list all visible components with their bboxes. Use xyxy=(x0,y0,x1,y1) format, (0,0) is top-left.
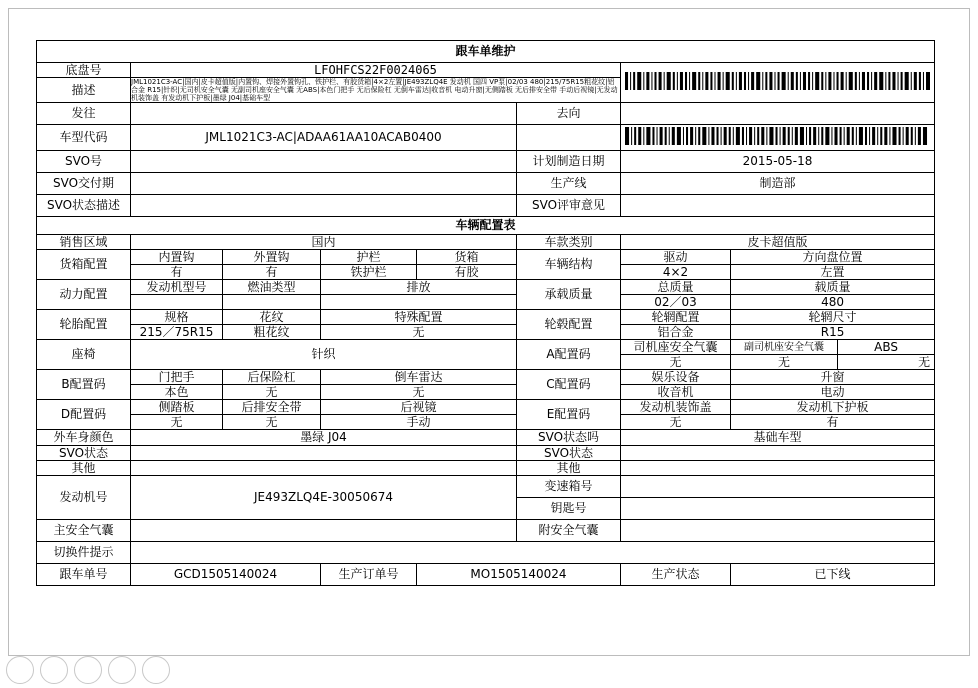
svo-status-b-label: SVO状态 xyxy=(517,446,621,461)
nav-last-button[interactable] xyxy=(142,656,170,684)
cargo-label: 货箱配置 xyxy=(37,250,131,280)
e-code-h1: 发动机装饰盖 xyxy=(621,400,731,415)
power-h2: 燃油类型 xyxy=(223,280,321,295)
c-code-v1: 收音机 xyxy=(621,385,731,400)
c-code-h1: 娱乐设备 xyxy=(621,370,731,385)
body-color-value: 墨绿 J04 xyxy=(131,430,517,446)
production-line-label: 生产线 xyxy=(517,173,621,195)
d-code-v1: 无 xyxy=(131,415,223,430)
structure-v2: 左置 xyxy=(731,265,935,280)
hub-v2: R15 xyxy=(731,325,935,340)
hub-label: 轮毂配置 xyxy=(517,310,621,340)
hub-h2: 轮辋尺寸 xyxy=(731,310,935,325)
cargo-h2: 外置钩 xyxy=(223,250,321,265)
svo-review-label: SVO评审意见 xyxy=(517,195,621,217)
model-code-label: 车型代码 xyxy=(37,125,131,151)
a-code-h1: 司机座安全气囊 xyxy=(621,340,731,355)
model-code-barcode xyxy=(621,125,935,151)
sales-region-value: 国内 xyxy=(131,235,517,250)
tire-v3: 无 xyxy=(321,325,517,340)
prod-status-label: 生产状态 xyxy=(621,564,731,586)
cargo-h1: 内置钩 xyxy=(131,250,223,265)
body-color-label: 外车身颜色 xyxy=(37,430,131,446)
svo-delivery-value xyxy=(131,173,517,195)
c-code-h2: 升窗 xyxy=(731,370,935,385)
description-value: JML1021C3-AC|国内|皮卡超值版|内置钩、焊接外置钩孔、铁护栏、有胶货箱|4×2左置|JE493ZLQ4E 发动机 国四 VP泵|02/03 480|215/75R15粗花纹|铝合金 R15|针织|无司机安全气囊 无副司机座安全气囊 无ABS|本色门把手 无后保险杠 无倒车雷达|收音机 电动升窗|无侧踏板 无后排安全带 手动后视镜|无发动机装饰盖 有发动机下护板|墨绿 J04|基础车型 xyxy=(131,78,621,103)
svo-status-desc-label: SVO状态描述 xyxy=(37,195,131,217)
config-section-title: 车辆配置表 xyxy=(37,217,935,235)
tire-h3: 特殊配置 xyxy=(321,310,517,325)
hub-h1: 轮辋配置 xyxy=(621,310,731,325)
d-code-v2: 无 xyxy=(223,415,321,430)
plan-date-label: 计划制造日期 xyxy=(517,151,621,173)
structure-h2: 方向盘位置 xyxy=(731,250,935,265)
d-code-v3: 手动 xyxy=(321,415,517,430)
svo-status-code-value: 基础车型 xyxy=(621,430,935,446)
a-code-v1: 无 xyxy=(621,355,731,370)
cargo-h3: 护栏 xyxy=(321,250,417,265)
structure-v1: 4×2 xyxy=(621,265,731,280)
b-code-h3: 倒车雷达 xyxy=(321,370,517,385)
chassis-barcode xyxy=(621,63,935,103)
other-a-label: 其他 xyxy=(37,461,131,476)
barcode-bars xyxy=(625,127,927,145)
tire-v1: 215／75R15 xyxy=(131,325,223,340)
order-no-value: MO1505140024 xyxy=(417,564,621,586)
other-b-label: 其他 xyxy=(517,461,621,476)
prod-status-value: 已下线 xyxy=(731,564,935,586)
a-code-h3: ABS xyxy=(838,340,935,355)
cargo-v2: 有 xyxy=(223,265,321,280)
order-no-label: 生产订单号 xyxy=(321,564,417,586)
model-category-value: 皮卡超值版 xyxy=(621,235,935,250)
d-code-h1: 侧踏板 xyxy=(131,400,223,415)
cargo-v1: 有 xyxy=(131,265,223,280)
cargo-h4: 货箱 xyxy=(417,250,517,265)
b-code-h2: 后保险杠 xyxy=(223,370,321,385)
sheet-title: 跟车单维护 xyxy=(37,41,935,63)
tire-v2: 粗花纹 xyxy=(223,325,321,340)
load-h1: 总质量 xyxy=(621,280,731,295)
switch-tip-label: 切换件提示 xyxy=(37,542,131,564)
tire-label: 轮胎配置 xyxy=(37,310,131,340)
key-no-value xyxy=(621,498,935,520)
b-code-v3: 无 xyxy=(321,385,517,400)
d-code-h2: 后排安全带 xyxy=(223,400,321,415)
model-category-label: 车款类别 xyxy=(517,235,621,250)
departure-label: 发往 xyxy=(37,103,131,125)
other-b-value xyxy=(621,461,935,476)
cargo-v4: 有胶 xyxy=(417,265,517,280)
aux-airbag-label: 附安全气囊 xyxy=(517,520,621,542)
svo-status-b-value xyxy=(621,446,935,461)
a-code-h2: 副司机座安全气囊 xyxy=(731,340,838,355)
e-code-v2: 有 xyxy=(731,415,935,430)
switch-tip-value xyxy=(131,542,935,564)
svo-status-code-label: SVO状态吗 xyxy=(517,430,621,446)
chassis-no-label: 底盘号 xyxy=(37,63,131,78)
description-label: 描述 xyxy=(37,78,131,103)
seat-value: 针织 xyxy=(131,340,517,370)
svo-status-a-value xyxy=(131,446,517,461)
gearbox-no-label: 变速箱号 xyxy=(517,476,621,498)
c-code-label: C配置码 xyxy=(517,370,621,400)
b-code-label: B配置码 xyxy=(37,370,131,400)
svo-review-value xyxy=(621,195,935,217)
barcode-image xyxy=(625,72,930,90)
plan-date-value: 2015-05-18 xyxy=(621,151,935,173)
key-no-label: 钥匙号 xyxy=(517,498,621,520)
barcode-image xyxy=(625,127,930,145)
svo-no-value xyxy=(131,151,517,173)
power-v2 xyxy=(223,295,321,310)
model-code-spacer xyxy=(517,125,621,151)
d-code-label: D配置码 xyxy=(37,400,131,430)
sales-region-label: 销售区域 xyxy=(37,235,131,250)
load-label: 承载质量 xyxy=(517,280,621,310)
seat-label: 座椅 xyxy=(37,340,131,370)
cargo-v3: 铁护栏 xyxy=(321,265,417,280)
engine-no-label: 发动机号 xyxy=(37,476,131,520)
load-v2: 480 xyxy=(731,295,935,310)
structure-h1: 驱动 xyxy=(621,250,731,265)
a-code-v2: 无 xyxy=(731,355,838,370)
follow-sheet-table xyxy=(36,40,935,586)
load-h2: 载质量 xyxy=(731,280,935,295)
other-a-value xyxy=(131,461,517,476)
d-code-h3: 后视镜 xyxy=(321,400,517,415)
destination-label: 去向 xyxy=(517,103,621,125)
svo-status-a-label: SVO状态 xyxy=(37,446,131,461)
nav-print-button[interactable] xyxy=(74,656,102,684)
c-code-v2: 电动 xyxy=(731,385,935,400)
e-code-label: E配置码 xyxy=(517,400,621,430)
e-code-v1: 无 xyxy=(621,415,731,430)
nav-prev-button[interactable] xyxy=(40,656,68,684)
main-airbag-value xyxy=(131,520,517,542)
barcode-bars xyxy=(625,72,930,90)
a-code-label: A配置码 xyxy=(517,340,621,370)
main-airbag-label: 主安全气囊 xyxy=(37,520,131,542)
tire-h1: 规格 xyxy=(131,310,223,325)
departure-value xyxy=(131,103,517,125)
hub-v1: 铝合金 xyxy=(621,325,731,340)
power-v3 xyxy=(321,295,517,310)
destination-value xyxy=(621,103,935,125)
gearbox-no-value xyxy=(621,476,935,498)
svo-delivery-label: SVO交付期 xyxy=(37,173,131,195)
a-code-v3: 无 xyxy=(838,355,935,370)
follow-no-label: 跟车单号 xyxy=(37,564,131,586)
nav-next-button[interactable] xyxy=(108,656,136,684)
model-code-value: JML1021C3-AC|ADAA61AA10ACAB0400 xyxy=(131,125,517,151)
power-label: 动力配置 xyxy=(37,280,131,310)
production-line-value: 制造部 xyxy=(621,173,935,195)
b-code-h1: 门把手 xyxy=(131,370,223,385)
tire-h2: 花纹 xyxy=(223,310,321,325)
svo-no-label: SVO号 xyxy=(37,151,131,173)
page-nav-bar xyxy=(6,656,206,668)
e-code-h2: 发动机下护板 xyxy=(731,400,935,415)
power-h1: 发动机型号 xyxy=(131,280,223,295)
engine-no-value: JE493ZLQ4E-30050674 xyxy=(131,476,517,520)
nav-first-button[interactable] xyxy=(6,656,34,684)
power-v1 xyxy=(131,295,223,310)
b-code-v2: 无 xyxy=(223,385,321,400)
power-h3: 排放 xyxy=(321,280,517,295)
b-code-v1: 本色 xyxy=(131,385,223,400)
load-v1: 02／03 xyxy=(621,295,731,310)
svo-status-desc-value xyxy=(131,195,517,217)
follow-no-value: GCD1505140024 xyxy=(131,564,321,586)
structure-label: 车辆结构 xyxy=(517,250,621,280)
aux-airbag-value xyxy=(621,520,935,542)
chassis-no-value: LFOHFCS22F0024065 xyxy=(131,63,621,78)
